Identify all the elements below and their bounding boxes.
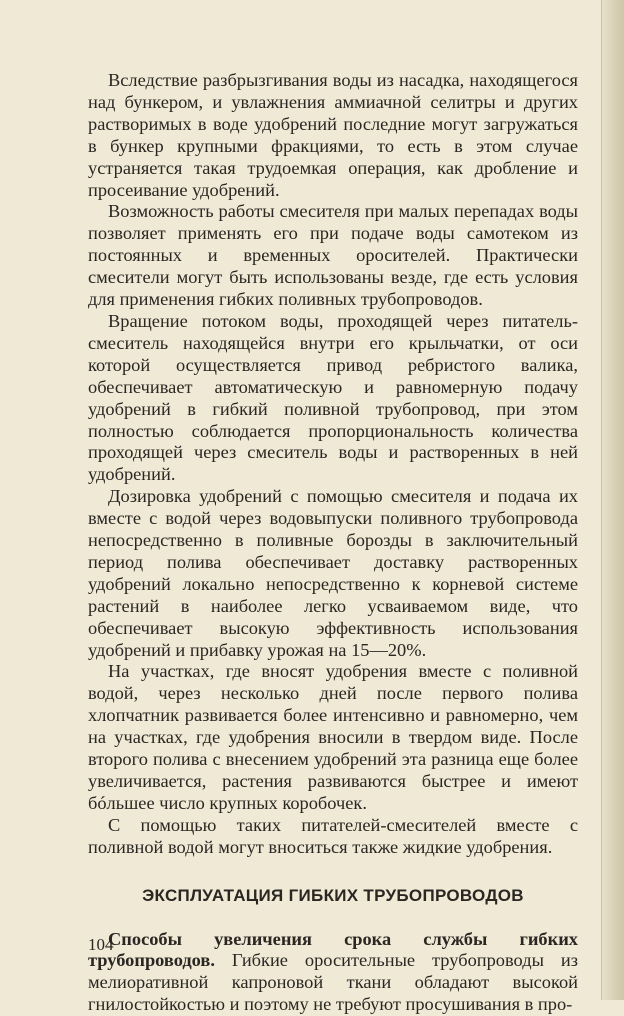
section-paragraph <box>88 929 578 1016</box>
paragraph-1: Вследствие разбрызгивания воды из насадка, находящегося над бункером, и увлажнения аммиачной селитры и других растворимых в воде удобрений последние могут загружаться в бункер крупными фракциями, то есть в этом случае устраняется такая трудоемкая операция, как дробление и просеивание удобрений. <box>88 70 578 200</box>
paragraph-5: На участках, где вносят удобрения вместе с поливной водой, через несколько дней после первого полива хлопчатник развивается более интенсивно и равномерно, чем на участках, где удобрения вносили в твердом виде. После второго полива с внесением удобрений эта разница еще более увеличивается, растения развиваются быстрее и имеют бóльшее число крупных коробочек. <box>88 661 578 813</box>
section-body: Гибкие оросительные трубопроводы из мелиоративной капроновой ткани обладают высокой гнилостойкостью и поэтому не требуют просушивания в про- <box>88 950 578 1015</box>
section-heading: ЭКСПЛУАТАЦИЯ ГИБКИХ ТРУБОПРОВОДОВ <box>142 885 524 905</box>
paragraph-3: Вращение потоком воды, проходящей через питатель-смеситель находящейся внутри его крыльчатки, от оси которой осуществляется привод ребристого валика, обеспечивает автоматическую и равномерную подачу удобрений в гибкий поливной трубопровод, при этом полностью соблюдается пропорциональность количества проходящей через смеситель воды и растворенных в ней удобрений. <box>88 310 578 485</box>
paragraph-4: Дозировка удобрений с помощью смесителя и подача их вместе с водой через водовыпуски поливного трубопровода непосредственно в поливные борозды в заключительный период полива обеспечивает доставку растворенных удобрений локально непосредственно к корневой системе растений в наиболее легко усваиваемом виде, что обеспечивает высокую эффективность использования удобрений и прибавку урожая на 15—20%. <box>88 486 578 660</box>
text-block <box>88 70 578 1016</box>
paragraph-2: Возможность работы смесителя при малых перепадах воды позволяет применять его при подаче воды самотеком из постоянных и временных оросителей. Практически смесители могут быть использованы везде, где есть условия для применения гибких поливных трубопроводов. <box>88 201 578 310</box>
page-number: 104 <box>88 935 114 954</box>
page-edge <box>601 0 624 1000</box>
paragraph-6: С помощью таких питателей-смесителей вместе с поливной водой могут вноситься также жидкие удобрения. <box>88 814 578 857</box>
section-lead: Способы увеличения срока службы гибких трубопроводов. <box>88 928 578 971</box>
